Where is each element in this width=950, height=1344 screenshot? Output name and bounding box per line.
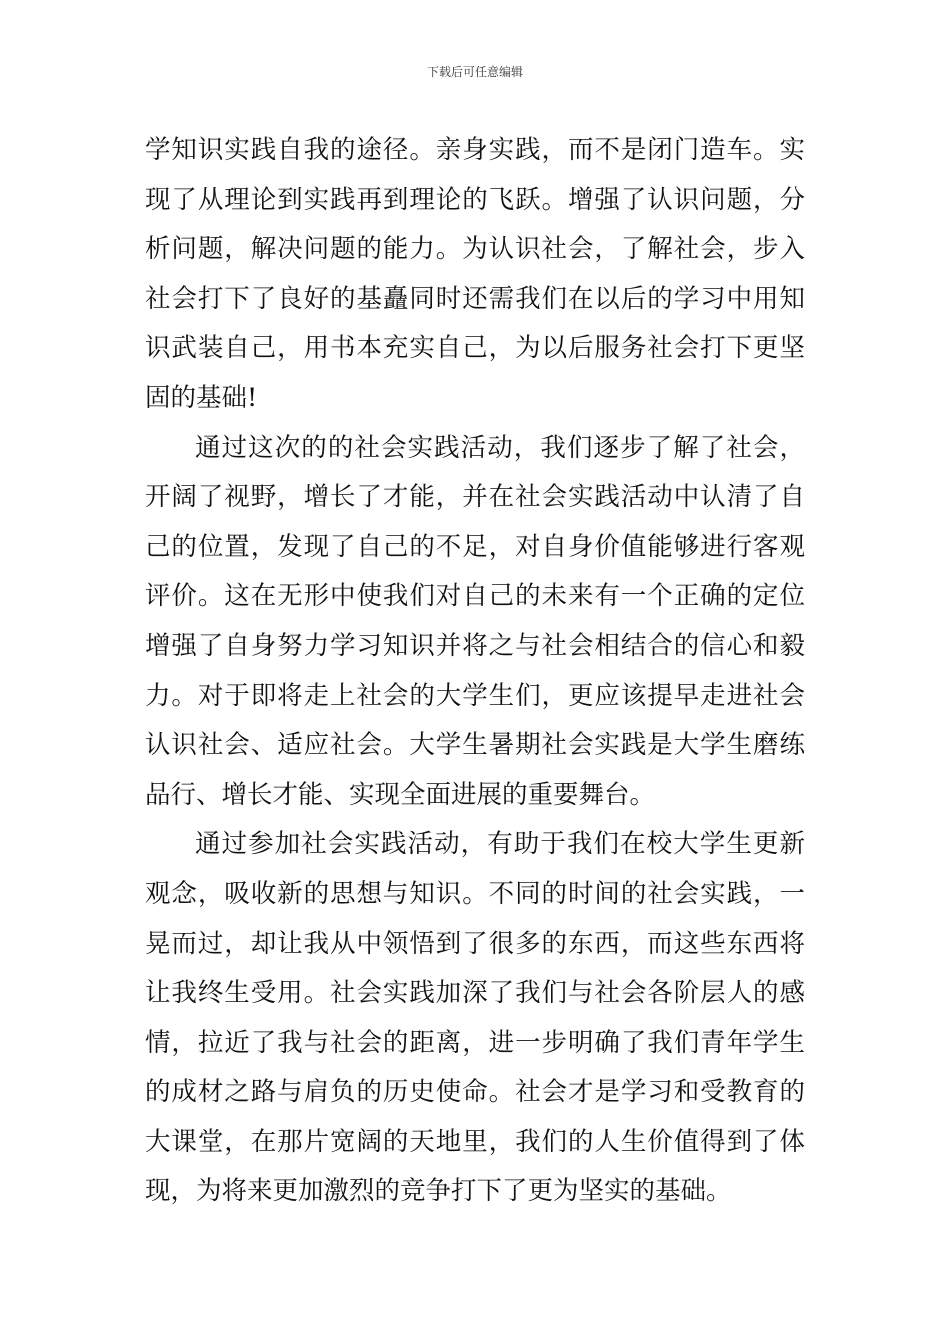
text-line: 通过参加社会实践活动，有助于我们在校大学生更新 <box>195 829 805 860</box>
text-line: 析问题，解决问题的能力。为认识社会，了解社会，步入 <box>145 234 805 265</box>
text-line: 认识社会、适应社会。大学生暑期社会实践是大学生磨练 <box>145 730 805 761</box>
text-line: 识武装自己，用书本充实自己，为以后服务社会打下更坚 <box>145 333 805 364</box>
paragraph <box>145 126 805 424</box>
text-line: 现了从理论到实践再到理论的飞跃。增强了认识问题，分 <box>145 184 805 215</box>
document-body <box>145 126 805 1217</box>
text-line: 评价。这在无形中使我们对自己的未来有一个正确的定位 <box>145 581 805 612</box>
text-line: 社会打下了良好的基矗同时还需我们在以后的学习中用知 <box>145 283 805 314</box>
text-line: 通过这次的的社会实践活动，我们逐步了解了社会， <box>195 432 805 463</box>
paragraph <box>145 820 805 1217</box>
paragraph <box>145 424 805 821</box>
text-line: 大课堂，在那片宽阔的天地里，我们的人生价值得到了体 <box>145 1126 805 1157</box>
text-line: 开阔了视野，增长了才能，并在社会实践活动中认清了自 <box>145 482 805 513</box>
text-line: 情，拉近了我与社会的距离，进一步明确了我们青年学生 <box>145 1027 805 1058</box>
text-line: 晃而过，却让我从中领悟到了很多的东西，而这些东西将 <box>145 928 805 959</box>
text-line: 的成材之路与肩负的历史使命。社会才是学习和受教育的 <box>145 1077 805 1108</box>
text-line: 固的基础! <box>145 382 258 413</box>
text-line: 让我终生受用。社会实践加深了我们与社会各阶层人的感 <box>145 978 805 1009</box>
text-line: 力。对于即将走上社会的大学生们，更应该提早走进社会 <box>145 680 805 711</box>
text-line: 现，为将来更加激烈的竞争打下了更为坚实的基础。 <box>145 1176 732 1207</box>
text-line: 己的位置，发现了自己的不足，对自身价值能够进行客观 <box>145 531 805 562</box>
text-line: 增强了自身努力学习知识并将之与社会相结合的信心和毅 <box>145 630 805 661</box>
page-header: 下载后可任意编辑 <box>426 65 523 79</box>
text-line: 品行、增长才能、实现全面进展的重要舞台。 <box>145 779 656 810</box>
text-line: 学知识实践自我的途径。亲身实践，而不是闭门造车。实 <box>145 135 805 165</box>
text-line: 观念，吸收新的思想与知识。不同的时间的社会实践，一 <box>145 878 805 909</box>
